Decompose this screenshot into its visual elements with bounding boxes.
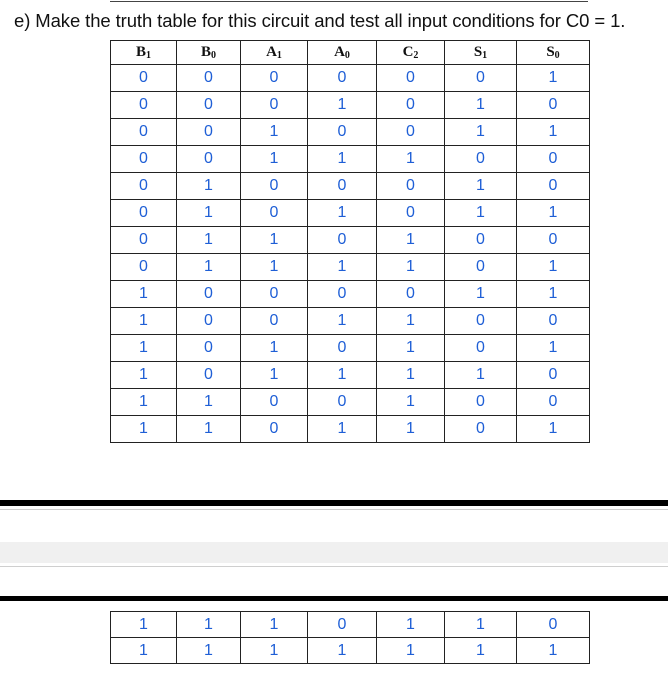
table-cell: 1: [111, 638, 177, 664]
table-cell: 1: [308, 638, 377, 664]
table-cell: 0: [377, 200, 445, 227]
table-row: [111, 65, 590, 92]
table-cell: 1: [241, 362, 308, 389]
table-cell: 1: [377, 612, 445, 638]
table-cell: 1: [241, 638, 308, 664]
table-cell: 1: [177, 227, 241, 254]
table-cell: 0: [241, 308, 308, 335]
table-cell: 0: [517, 146, 590, 173]
table-cell: 1: [517, 638, 590, 664]
table-row: [111, 308, 590, 335]
table-cell: 1: [377, 254, 445, 281]
table-cell: 0: [241, 65, 308, 92]
header-s1: $S_1$: [445, 41, 517, 65]
table-cell: 0: [177, 335, 241, 362]
table-cell: 1: [377, 638, 445, 664]
table-cell: 0: [517, 362, 590, 389]
top-rule: [110, 1, 588, 2]
table-cell: 0: [177, 146, 241, 173]
table-cell: 1: [111, 335, 177, 362]
table-cell: 1: [308, 362, 377, 389]
table-cell: 0: [111, 200, 177, 227]
table-cell: 0: [308, 612, 377, 638]
table-cell: 1: [377, 389, 445, 416]
table-cell: 0: [445, 65, 517, 92]
table-row: [111, 200, 590, 227]
table-cell: 0: [111, 119, 177, 146]
table-cell: 1: [517, 416, 590, 443]
table-cell: 1: [241, 254, 308, 281]
table-row: [111, 146, 590, 173]
table-cell: 0: [445, 335, 517, 362]
table-cell: 1: [241, 612, 308, 638]
table-row: [111, 362, 590, 389]
table-cell: 0: [308, 335, 377, 362]
table-cell: 0: [111, 146, 177, 173]
table-cell: 1: [445, 119, 517, 146]
table-cell: 1: [445, 92, 517, 119]
table-cell: 1: [445, 200, 517, 227]
table-cell: 0: [377, 65, 445, 92]
table-cell: 1: [111, 362, 177, 389]
table-row: [111, 335, 590, 362]
table-cell: 1: [241, 227, 308, 254]
table-cell: 0: [241, 92, 308, 119]
table-cell: 1: [111, 281, 177, 308]
table-cell: 1: [377, 308, 445, 335]
table-cell: 1: [111, 416, 177, 443]
table-cell: 0: [445, 254, 517, 281]
table-cell: 0: [177, 308, 241, 335]
table-cell: 0: [445, 308, 517, 335]
table-cell: 0: [517, 227, 590, 254]
header-a0: $A_0$: [308, 41, 377, 65]
table-row: [111, 281, 590, 308]
header-c2: $C_2$: [377, 41, 445, 65]
table-cell: 0: [517, 389, 590, 416]
table-cell: 0: [377, 92, 445, 119]
table-cell: 0: [177, 92, 241, 119]
header-s0: $S_0$: [517, 41, 590, 65]
table-cell: 1: [517, 65, 590, 92]
table-cell: 1: [517, 281, 590, 308]
header-a1: $A_1$: [241, 41, 308, 65]
table-cell: 1: [308, 308, 377, 335]
table-cell: 1: [111, 612, 177, 638]
table-cell: 1: [377, 416, 445, 443]
table-cell: 1: [177, 173, 241, 200]
table-cell: 1: [517, 119, 590, 146]
table-cell: 0: [241, 416, 308, 443]
table-cell: 1: [445, 362, 517, 389]
table-cell: 0: [377, 281, 445, 308]
table-row: [111, 119, 590, 146]
divider-band-bottom: [0, 596, 668, 601]
table-cell: 1: [445, 638, 517, 664]
table-cell: 0: [377, 119, 445, 146]
table-cell: 1: [241, 335, 308, 362]
table-cell: 1: [177, 638, 241, 664]
table-cell: 0: [517, 612, 590, 638]
table-cell: 1: [111, 389, 177, 416]
table-cell: 1: [308, 254, 377, 281]
table-cell: 0: [177, 362, 241, 389]
header-row: [111, 41, 590, 65]
table-cell: 0: [308, 65, 377, 92]
table-cell: 0: [177, 281, 241, 308]
table-cell: 0: [241, 173, 308, 200]
truth-table-continued: [110, 611, 590, 664]
table-row: [111, 416, 590, 443]
table-cell: 1: [445, 281, 517, 308]
table-cell: 0: [177, 119, 241, 146]
table-cell: 0: [308, 227, 377, 254]
table-cell: 1: [377, 146, 445, 173]
truth-table: [110, 40, 590, 443]
table-cell: 0: [517, 173, 590, 200]
table-cell: 1: [177, 612, 241, 638]
table-cell: 1: [445, 173, 517, 200]
table-cell: 1: [517, 254, 590, 281]
table-cell: 0: [111, 254, 177, 281]
table-cell: 0: [377, 173, 445, 200]
table-cell: 1: [241, 119, 308, 146]
table-cell: 1: [241, 146, 308, 173]
table-cell: 0: [111, 227, 177, 254]
table-cell: 1: [177, 416, 241, 443]
table-cell: 1: [177, 389, 241, 416]
table-cell: 0: [445, 146, 517, 173]
header-b1: $B_1$: [111, 41, 177, 65]
table-cell: 0: [241, 389, 308, 416]
divider-band-top: [0, 500, 668, 506]
table-cell: 0: [111, 65, 177, 92]
divider-line: [0, 566, 668, 567]
table-cell: 1: [177, 254, 241, 281]
table-cell: 1: [308, 92, 377, 119]
table-cell: 1: [111, 308, 177, 335]
table-cell: 1: [308, 200, 377, 227]
table-cell: 0: [308, 281, 377, 308]
table-row: [111, 227, 590, 254]
table-cell: 1: [517, 335, 590, 362]
table-cell: 0: [308, 389, 377, 416]
table-cell: 1: [445, 612, 517, 638]
table-cell: 0: [445, 227, 517, 254]
table-cell: 0: [308, 173, 377, 200]
table-row: [111, 92, 590, 119]
table-row: [111, 254, 590, 281]
table-cell: 0: [517, 92, 590, 119]
header-b0: $B_0$: [177, 41, 241, 65]
gray-band: [0, 542, 668, 563]
table-row: [111, 173, 590, 200]
table-row: [111, 638, 590, 664]
table-cell: 0: [445, 389, 517, 416]
table-cell: 0: [241, 200, 308, 227]
table-cell: 0: [445, 416, 517, 443]
table-cell: 0: [177, 65, 241, 92]
table-cell: 1: [517, 200, 590, 227]
table-cell: 0: [517, 308, 590, 335]
table-cell: 0: [308, 119, 377, 146]
table-cell: 1: [377, 335, 445, 362]
table-cell: 0: [111, 173, 177, 200]
table-cell: 1: [308, 416, 377, 443]
table-cell: 1: [308, 146, 377, 173]
table-cell: 1: [377, 362, 445, 389]
table-cell: 1: [377, 227, 445, 254]
table-cell: 1: [177, 200, 241, 227]
table-row: [111, 389, 590, 416]
divider-line: [0, 509, 668, 510]
question-text: e) Make the truth table for this circuit and test all input conditions for C0 = 1.: [14, 10, 626, 31]
table-cell: 0: [111, 92, 177, 119]
table-row: [111, 612, 590, 638]
table-cell: 0: [241, 281, 308, 308]
